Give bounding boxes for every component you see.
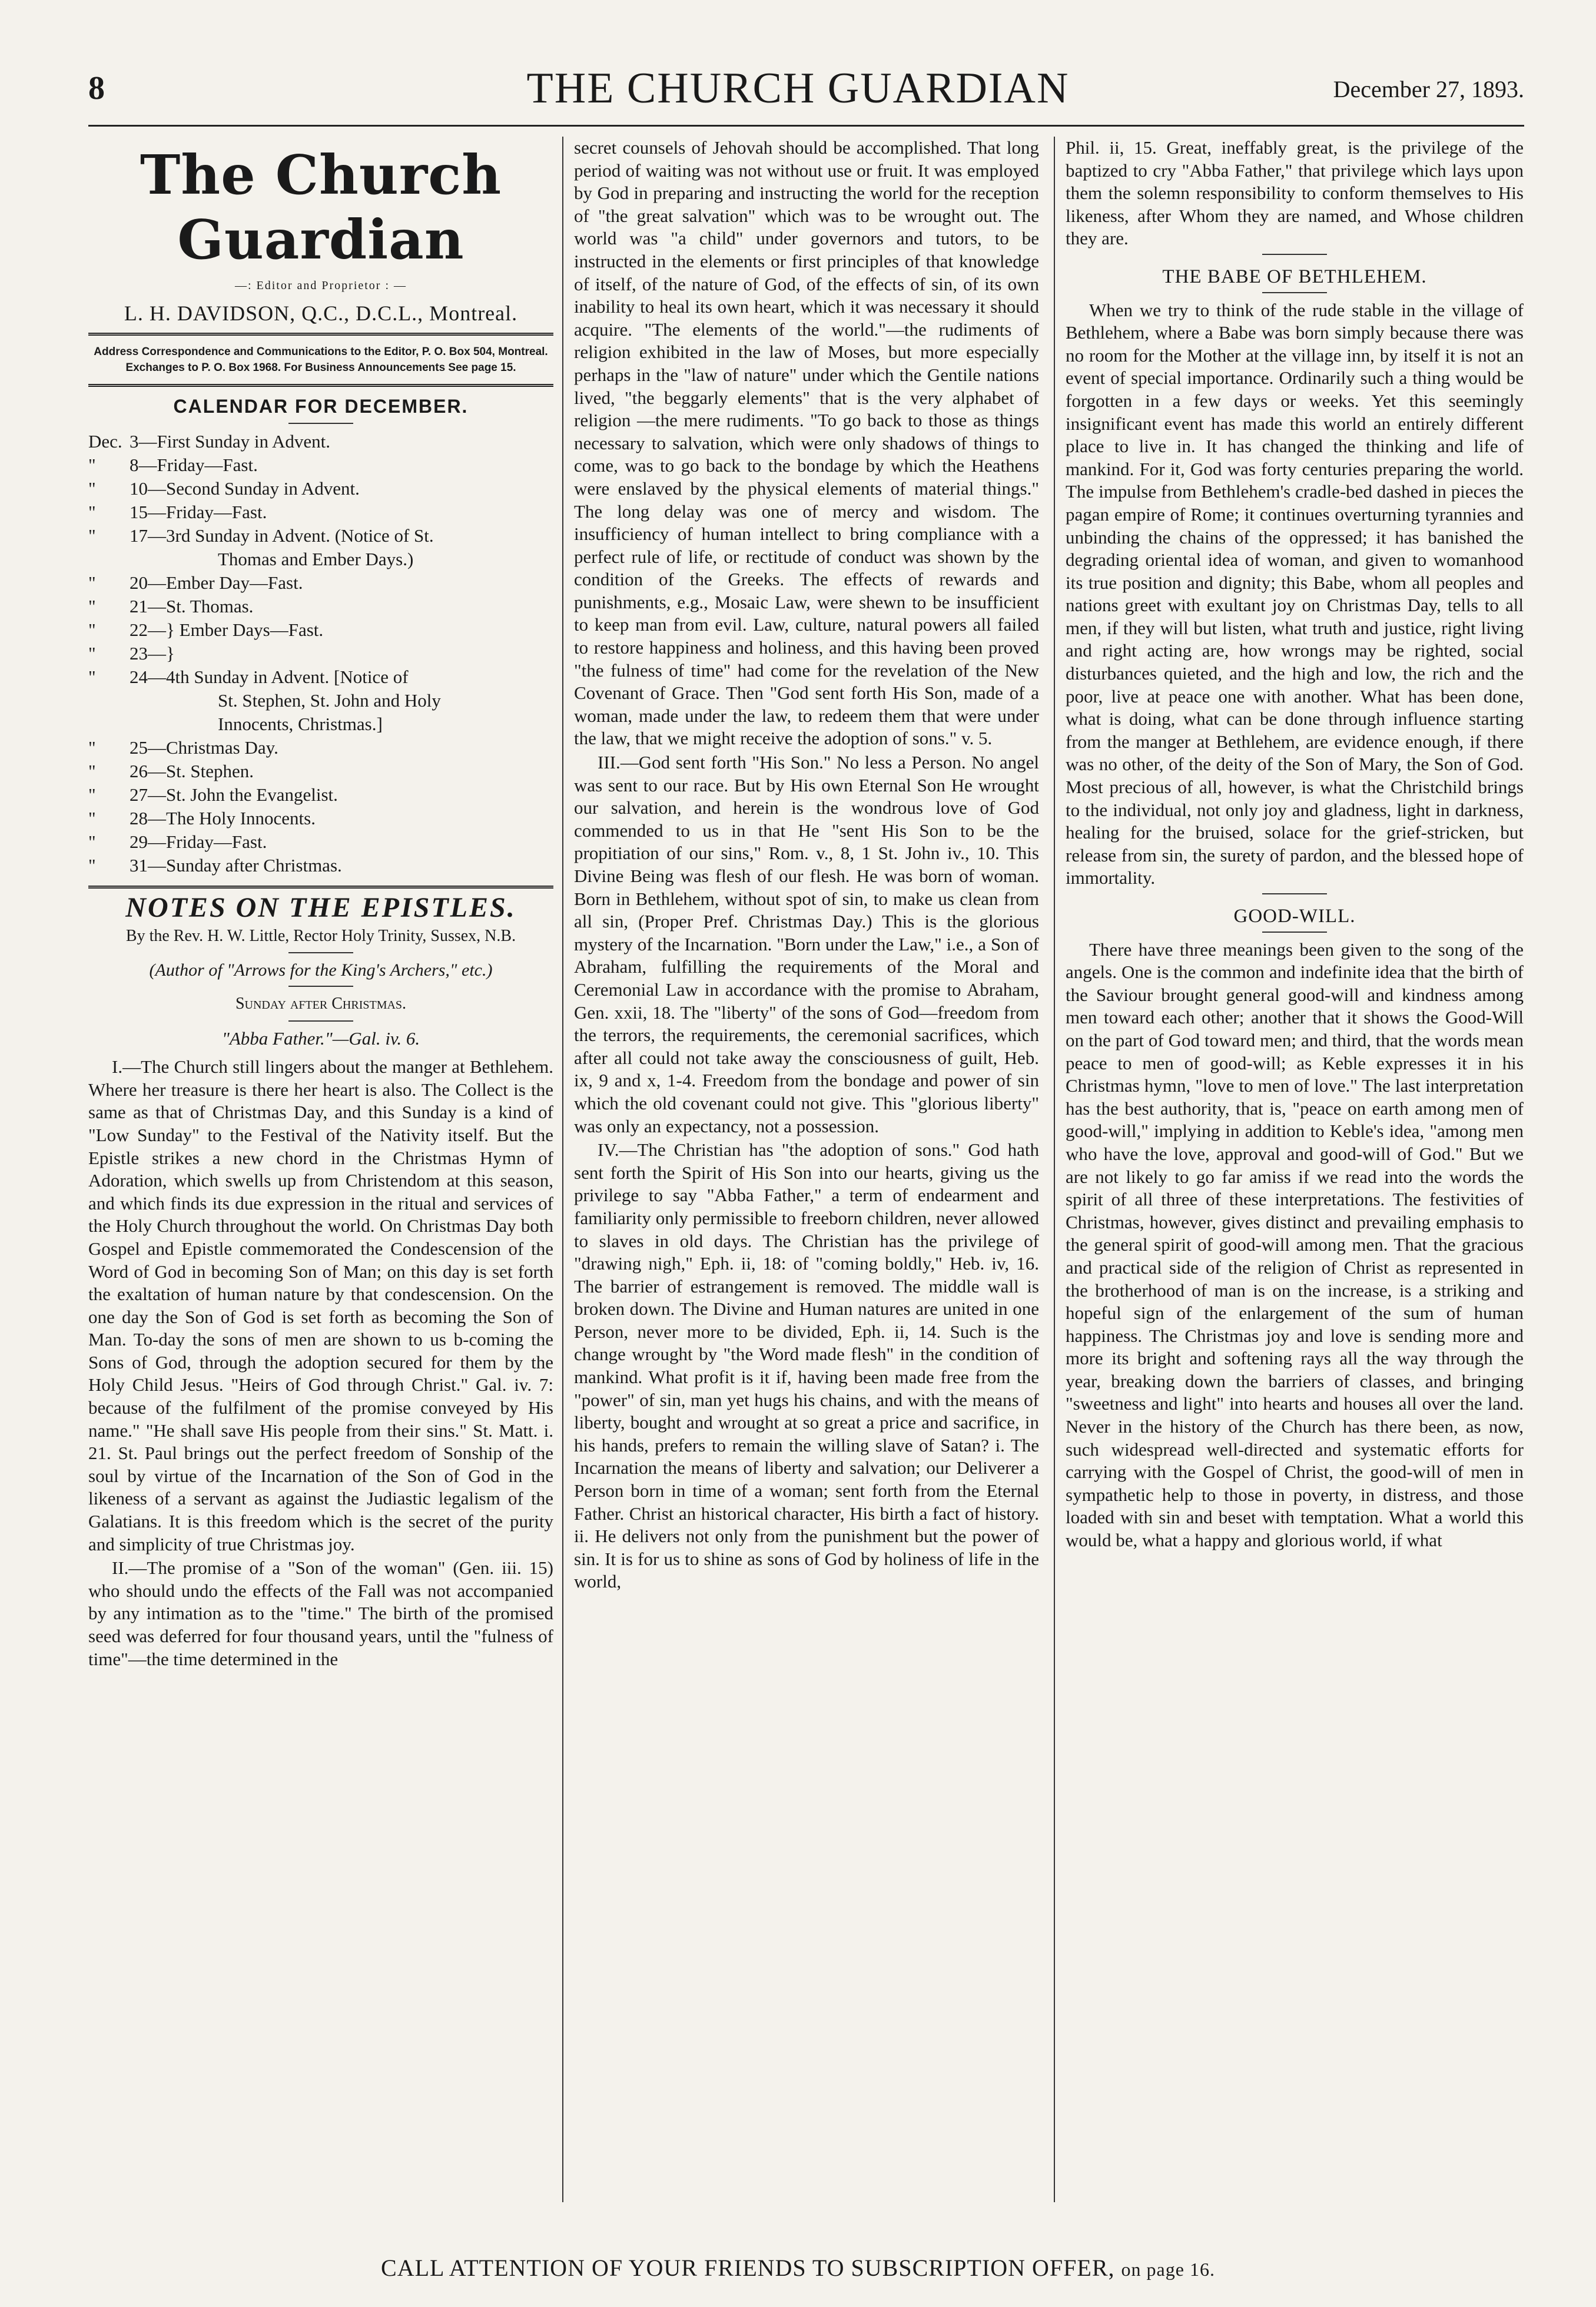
calendar-entry-prefix: "	[88, 525, 96, 546]
column-1	[88, 137, 553, 2202]
header-rule	[88, 125, 1524, 127]
calendar-entry-prefix: "	[88, 572, 96, 593]
calendar-entry-text: 27—St. John the Evangelist.	[130, 784, 338, 805]
calendar-entry-text: 23—}	[130, 642, 175, 664]
calendar-entry	[88, 760, 553, 783]
calendar-entry-prefix: "	[88, 760, 96, 781]
calendar-entry	[88, 618, 553, 642]
calendar-entry	[88, 642, 553, 665]
notes-byline: By the Rev. H. W. Little, Rector Holy Trinity, Sussex, N.B.	[125, 927, 516, 946]
article-paragraph: There have three meanings been given to the song of the angels. One is the common and indefinite idea that the birth of the Saviour brought general good-will and kindness among men toward each other; another that it shows the Good-Will on the part of God toward men; and third, that the words mean peace to men of good-will; as Keble expresses it in his Christmas hymn, "love to men of love." The last interpretation has the best authority, that is, "peace on earth among men of good-will," implying in addition to Keble's idea, "among men who have the love, approval and good-will of God." But we are not likely to go far amiss if we read into the words the spirit of all three of these interpretations. The festivities of Christmas, however, gives distinct and prevailing emphasis to the general spirit of good-will among men. That the gracious and practical side of the religion of Christ as represented in the brotherhood of man is on the increase, is a striking and hopeful sign of the enlargement of the sum of human happiness. The Christmas joy and love is sending more and more its bright and softening rays all the way through the year, breaking down the barriers of classes, and bringing "sweetness and light" into hearts and houses all over the land. Never in the history of the Church has there been, as now, such widespread well-directed and systematic efforts for carrying with the Gospel of Christ, the good-will of men in sympathetic help to those in poverty, in distress, and those loaded with sin and beset with temptation. What a world this would be, what a happy and glorious world, if what	[1066, 939, 1524, 1551]
calendar-entry-text: St. Stephen, St. John and Holy	[218, 690, 441, 711]
page-number: 8	[88, 70, 105, 107]
calendar-entry	[88, 712, 553, 736]
calendar-entry-prefix: "	[88, 642, 96, 664]
calendar-entry	[88, 548, 553, 571]
short-rule	[288, 1020, 353, 1022]
article-paragraph: Phil. ii, 15. Great, ineffably great, is the privilege of the baptized to cry "Abba Father," that privilege which lays upon them the solemn responsibility to conform themselves to His likeness, after Whom they are named, and Whose children they are.	[1066, 137, 1524, 249]
calendar-entry-prefix	[88, 548, 130, 571]
calendar-entry-prefix	[88, 689, 130, 712]
calendar-entry-text: 8—Friday—Fast.	[130, 454, 258, 475]
short-rule	[1262, 893, 1327, 894]
calendar-entry-text: 28—The Holy Innocents.	[130, 807, 316, 828]
calendar-entry-prefix: "	[88, 737, 96, 758]
double-rule	[88, 333, 553, 336]
column-3	[1066, 137, 1524, 2202]
calendar-entry	[88, 665, 553, 689]
calendar-entry-text: Innocents, Christmas.]	[218, 713, 383, 734]
calendar-entry	[88, 453, 553, 477]
calendar-entry	[88, 689, 553, 712]
article-paragraph: II.—The promise of a "Son of the woman" (Gen. iii. 15) who should undo the effects of the Fall was not accompanied by any intimation as to the "time." The birth of the promised seed was deferred for four thousand years, until the "fulness of time"—the time determined in the	[88, 1557, 553, 1669]
calendar-entry	[88, 524, 553, 548]
calendar-list	[88, 430, 553, 877]
footer-text: CALL ATTENTION OF YOUR FRIENDS TO SUBSCRIPTION OFFER,	[381, 2255, 1115, 2281]
calendar-entry-prefix: "	[88, 807, 96, 828]
calendar-entry-prefix: "	[88, 831, 96, 852]
double-rule	[88, 384, 553, 387]
author-note: (Author of "Arrows for the King's Archers," etc.)	[149, 960, 493, 980]
calendar-entry-text: 10—Second Sunday in Advent.	[130, 478, 360, 499]
calendar-entry-text: 15—Friday—Fast.	[130, 501, 267, 522]
calendar-entry-text: 24—4th Sunday in Advent. [Notice of	[130, 666, 409, 687]
masthead-title: The Church Guardian	[140, 143, 502, 271]
calendar-entry-prefix: "	[88, 501, 96, 522]
calendar-entry	[88, 854, 553, 877]
footer-notice	[0, 2254, 1596, 2282]
short-rule	[1262, 932, 1327, 933]
calendar-entry-prefix: Dec.	[88, 430, 122, 452]
article-paragraph: When we try to think of the rude stable in the village of Bethlehem, where a Babe was born simply because there was no room for the Mother at the village inn, by itself it is not an event of special importance. Ordinarily such a thing would be forgotten in a few days or weeks. Yet this seemingly insignificant event has made this world an entirely different place to live in. It has changed the thinking and life of mankind. For it, God was forty centuries preparing the world. The impulse from Bethlehem's cradle-bed dashed in pieces the pagan empire of Rome; it continues overturning tyrannies and unbinding the chains of the oppressed; it has banished the degrading oriental idea of woman, and given to womanhood its true position and dignity; this Babe, whom all peoples and nations greet with exultant joy on Christmas Day, tells to all men, if they will but listen, what truth and justice, right living and right acting are, how wrongs may be righted, social disturbances quieted, and the high and low, the rich and the poor, live at peace one with another. What has been done, what is doing, what can be done through influence starting from the manger at Bethlehem, are evidence enough, if there was no other, of the deity of the Son of Mary, the Son of God. Most precious of all, however, is what the Christchild brings to the individual, not only joy and gladness, light in darkness, healing for the bruised, solace for the grief-stricken, but release from sin, the surety of pardon, and the blessed hope of immortality.	[1066, 299, 1524, 889]
column-2	[574, 137, 1039, 2202]
babe-heading: THE BABE OF BETHLEHEM.	[1162, 266, 1427, 287]
calendar-entry-text: 26—St. Stephen.	[130, 760, 254, 781]
calendar-entry-prefix: "	[88, 478, 96, 499]
calendar-entry-prefix: "	[88, 595, 96, 616]
calendar-entry-prefix: "	[88, 854, 96, 876]
article-paragraph: I.—The Church still lingers about the manger at Bethlehem. Where her treasure is there her heart is also. The Collect is the same as that of Christmas Day, and this Sunday is a kind of "Low Sunday" to the Festival of the Nativity itself. But the Epistle strikes a new chord in the Christmas Hymn of Adoration, which swells up from Christendom at this season, and which finds its due expression in the ritual and services of the Holy Church throughout the world. On Christmas Day both Gospel and Epistle commemorated the Condescension of the Word of God in becoming Son of Man; on this day is set forth the exaltation of human nature by that condescension. On the one day the Son of God is set forth as becoming the Son of Man. To-day the sons of men are shown to us b-coming the Sons of God, through the adoption secured for them by the Holy Child Jesus. "Heirs of God through Christ." Gal. iv. 7: because of the fulfilment of the promise conveyed by His name." "He shall save His people from their sins." St. Matt. i. 21. St. Paul brings out the perfect freedom of Sonship of the soul by virtue of the Incarnation of the Son of God in the likeness of a servant as against the Judiastic legalism of the Galatians. It is this freedom which is the secret of the purity and simplicity of true Christmas joy.	[88, 1056, 553, 1554]
calendar-entry	[88, 736, 553, 760]
footer-page-ref: on page 16.	[1121, 2259, 1215, 2280]
calendar-entry	[88, 477, 553, 500]
editor-label: —: Editor and Proprietor : —	[234, 279, 407, 292]
editor-name: L. H. DAVIDSON, Q.C., D.C.L., Montreal.	[124, 301, 518, 325]
short-rule	[1262, 254, 1327, 255]
calendar-entry-prefix: "	[88, 619, 96, 640]
calendar-entry	[88, 430, 553, 453]
short-rule	[288, 423, 353, 424]
calendar-entry	[88, 595, 553, 618]
calendar-heading: CALENDAR FOR DECEMBER.	[173, 396, 469, 417]
double-rule	[88, 886, 553, 889]
calendar-entry-text: 21—St. Thomas.	[130, 595, 254, 616]
calendar-entry	[88, 571, 553, 595]
article-paragraph: IV.—The Christian has "the adoption of sons." God hath sent forth the Spirit of His Son into our hearts, giving us the privilege to say "Abba Father," a term of endearment and familiarity only permissible to freeborn children, never allowed to slaves in old days. The Christian has the privilege of "drawing nigh," Eph. ii, 18: of "coming boldly," Heb. iv, 16. The barrier of estrangement is removed. The middle wall is broken down. The Divine and Human natures are united in one Person, never more to be divided, Eph. ii, 14. Such is the change wrought by "the Word made flesh" in the condition of mankind. What profit is it if, having been made free from the "power" of sin, man yet hugs his chains, and with the means of liberty, bought and wrought at so great a price and sacrifice, in his hands, prefers to remain the willing slave of Satan? i. The Incarnation the means of liberty and salvation; our Deliverer a Person born in time of a woman; sent forth from the Eternal Father. Christ an historical character, His birth a fact of history. ii. He delivers not only from the punishment but the power of sin. It is for us to shine as sons of God by holiness of life in the world,	[574, 1139, 1039, 1592]
article-paragraph: III.—God sent forth "His Son." No less a Person. No angel was sent to our race. But by His own Eternal Son He wrought our salvation, and herein is the wondrous love of God commended to us in that He "sent His Son to be the propitiation of our sins," Rom. v., 8, 1 St. John iv., 10. This Divine Being was flesh of our flesh. He was born of woman. Born in Bethlehem, without spot of sin, to make us clean from all sin, (Proper Pref. Christmas Day.) This is the glorious mystery of the Incarnation. "Born under the Law," i.e., a Son of Abraham, fulfilling the requirements of the Moral and Ceremonial Law in accordance with the promise to Abraham, Gen. xxii, 18. The "liberty" of the sons of God—freedom from the terrors, the requirements, the ceremonial sacrifices, which after all could not take away the consciousness of guilt, Heb. ix, 9 and x, 1-4. Freedom from the bondage and power of sin which the old covenant could not give. This "glorious liberty" was only an expectancy, not a possession.	[574, 752, 1039, 1136]
calendar-entry-prefix: "	[88, 454, 96, 475]
calendar-entry-prefix: "	[88, 784, 96, 805]
goodwill-heading: GOOD-WILL.	[1233, 906, 1356, 927]
calendar-entry-text: 25—Christmas Day.	[130, 737, 278, 758]
calendar-entry-prefix	[88, 712, 130, 736]
calendar-entry-text: 20—Ember Day—Fast.	[130, 572, 303, 593]
calendar-entry-prefix: "	[88, 666, 96, 687]
calendar-entry	[88, 500, 553, 524]
article-paragraph: secret counsels of Jehovah should be accomplished. That long period of waiting was not without use or fruit. It was employed by God in preparing and instructing the world for the reception of "the great salvation" which was to be wrought out. The world was "a child" under governors and tutors, to be instructed in the elements or first principles of that knowledge of itself, of the nature of God, of the effects of sin, of its own inability to heal its own heart, which it was necessary it should acquire. "The elements of the world."—the rudiments of religion exhibited in the law of Moses, but more especially perhaps in the "law of nature" under which the Gentile nations lived, "the beggarly elements" that is the very alphabet of religion —the mere rudiments. "To go back to those as things necessary to salvation, which were only shadows of things to come, was to go back to the bondage by which the Heathens were enslaved by the physical elements of material things." The long delay was one of mercy and wisdom. The insufficiency of human intellect to bring compliance with a perfect rule of life, or rectitude of conduct was shown by the condition of the Greeks. The effects of rewards and punishments, e.g., Mosaic Law, were shewn to be insufficient to keep man from evil. Law, culture, natural powers all failed to restore happiness and holiness, and this having been proved "the fulness of time" had come for the revelation of the New Covenant of Grace. Then "God sent forth His Son, made of a woman, made under the law, to redeem them that were under the law, that we might receive the adoption of sons." v. 5.	[574, 137, 1039, 749]
newspaper-title: THE CHURCH GUARDIAN	[526, 64, 1070, 112]
issue-date: December 27, 1893.	[1333, 76, 1524, 102]
calendar-entry	[88, 807, 553, 830]
calendar-entry	[88, 783, 553, 807]
short-rule	[288, 952, 353, 953]
calendar-entry-text: Thomas and Ember Days.)	[218, 548, 414, 569]
notes-epigraph: "Abba Father."—Gal. iv. 6.	[221, 1027, 420, 1049]
column-divider	[562, 137, 563, 2202]
notes-subtitle: Sunday after Christmas.	[235, 994, 407, 1013]
short-rule	[288, 986, 353, 987]
address-notice: Address Correspondence and Communications to the Editor, P. O. Box 504, Montreal. Exchanges to P. O. Box 1968. For Business Announcements See page 15.	[94, 346, 548, 374]
calendar-entry-text: 17—3rd Sunday in Advent. (Notice of St.	[130, 525, 434, 546]
calendar-entry	[88, 830, 553, 854]
calendar-entry-text: 31—Sunday after Christmas.	[130, 854, 342, 876]
column-divider	[1054, 137, 1055, 2202]
calendar-entry-text: 3—First Sunday in Advent.	[130, 430, 331, 452]
notes-heading: NOTES ON THE EPISTLES.	[125, 891, 516, 923]
calendar-entry-text: 22—} Ember Days—Fast.	[130, 619, 324, 640]
short-rule	[1262, 292, 1327, 293]
calendar-entry-text: 29—Friday—Fast.	[130, 831, 267, 852]
